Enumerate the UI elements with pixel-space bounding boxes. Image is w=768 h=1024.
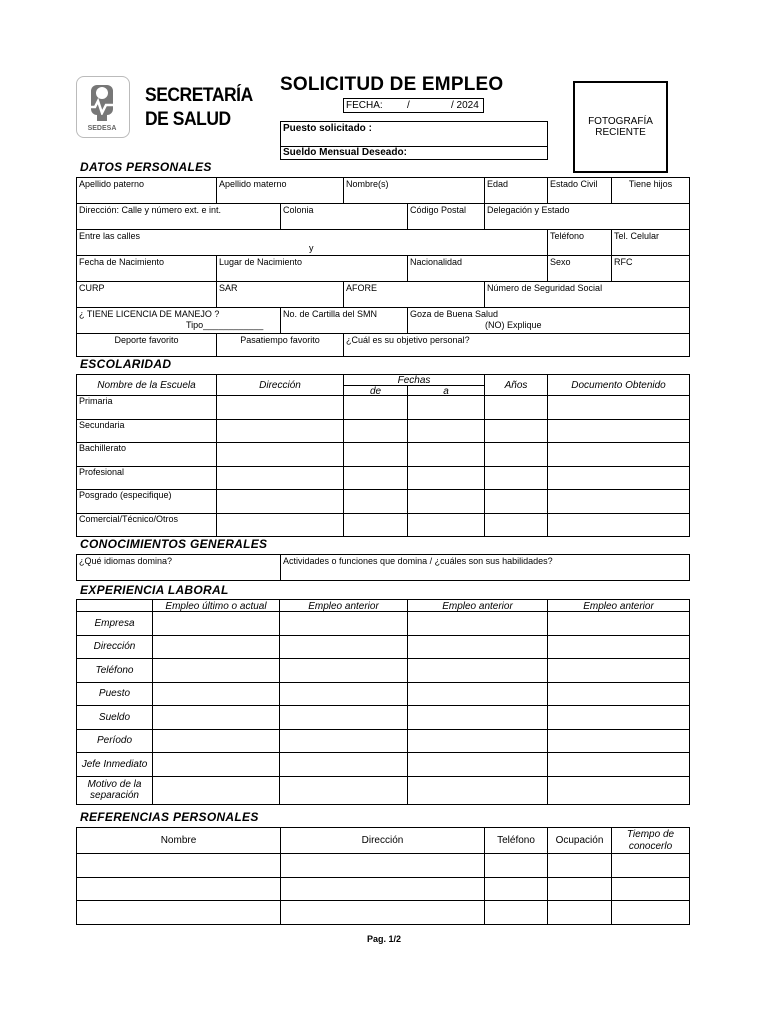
sueldo-field[interactable] [280,146,548,160]
escolaridad-cell[interactable] [547,489,690,514]
escolaridad-cell[interactable] [547,419,690,444]
escolaridad-cell[interactable] [484,513,548,538]
photo-label-line-2: RECIENTE [595,127,646,138]
field-codigo-postal[interactable]: Código Postal [407,203,485,230]
escolaridad-cell[interactable] [547,513,690,538]
header-empleo-anterior-2: Empleo anterior [407,599,548,612]
field-deporte-favorito[interactable]: Deporte favorito [76,333,217,357]
header-fecha-a: a [407,385,485,396]
escolaridad-table [76,374,690,537]
field-apellido-materno[interactable]: Apellido materno [216,177,344,204]
field-curp[interactable]: CURP [76,281,217,308]
referencias-table [76,827,690,925]
experiencia-cell[interactable] [547,611,690,636]
salud-explique: (NO) Explique [485,320,542,330]
section-title-conocimientos: CONOCIMIENTOS GENERALES [80,537,268,551]
escolaridad-row-label[interactable]: Bachillerato [76,442,217,467]
experiencia-cell[interactable] [152,776,280,805]
org-line-2: DE SALUD [145,109,231,130]
escolaridad-cell[interactable] [407,395,485,420]
experiencia-row-label: Sueldo [76,705,153,730]
header-anos: Años [484,374,548,396]
escolaridad-cell[interactable] [484,419,548,444]
experiencia-cell[interactable] [152,611,280,636]
experiencia-table [76,599,690,810]
header-fecha-de: de [343,385,408,396]
experiencia-cell[interactable] [279,682,408,707]
experiencia-cell[interactable] [407,705,548,730]
logo-text: SEDESA [87,125,117,132]
field-sexo[interactable]: Sexo [547,255,612,282]
escolaridad-cell[interactable] [407,513,485,538]
licencia-label: ¿ TIENE LICENCIA DE MANEJO ? [79,309,220,319]
experiencia-cell[interactable] [152,682,280,707]
form-title: SOLICITUD DE EMPLEO [280,74,504,95]
header-ref-tiempo: Tiempo de conocerlo [611,827,690,854]
entre-calles-y: y [309,243,314,253]
header-nombre-escuela: Nombre de la Escuela [76,374,217,396]
experiencia-cell[interactable] [547,682,690,707]
field-rfc[interactable]: RFC [611,255,690,282]
field-cartilla-smn[interactable]: No. de Cartilla del SMN [280,307,408,334]
experiencia-cell[interactable] [547,658,690,683]
field-buena-salud[interactable] [407,307,690,334]
field-actividades[interactable]: Actividades o funciones que domina / ¿cuáles son sus habilidades? [280,554,690,581]
section-title-datos: DATOS PERSONALES [80,160,212,174]
field-tel-celular[interactable]: Tel. Celular [611,229,690,256]
escolaridad-cell[interactable] [407,442,485,467]
header-ref-direccion: Dirección [280,827,485,854]
experiencia-cell[interactable] [547,635,690,660]
escolaridad-cell[interactable] [216,466,344,491]
sedesa-logo [76,76,130,138]
escolaridad-cell[interactable] [407,419,485,444]
puesto-label: Puesto solicitado : [283,123,372,134]
experiencia-cell[interactable] [279,658,408,683]
salud-label: Goza de Buena Salud [410,309,499,319]
photo-label-line-1: FOTOGRAFÍA [588,116,653,127]
referencia-cell[interactable] [76,900,281,925]
experiencia-row-label: Dirección [76,635,153,660]
field-direccion[interactable]: Dirección: Calle y número ext. e int. [76,203,281,230]
referencia-cell[interactable] [280,877,485,902]
escolaridad-cell[interactable] [216,513,344,538]
field-nacionalidad[interactable]: Nacionalidad [407,255,548,282]
sueldo-label: Sueldo Mensual Deseado: [283,147,407,158]
referencia-cell[interactable] [484,900,548,925]
field-delegacion[interactable]: Delegación y Estado [484,203,690,230]
referencia-cell[interactable] [280,900,485,925]
header-ref-nombre: Nombre [76,827,281,854]
experiencia-row-label: Motivo de la separación [76,776,153,805]
field-lugar-nacimiento[interactable]: Lugar de Nacimiento [216,255,408,282]
referencia-cell[interactable] [611,900,690,925]
header-fechas: Fechas [343,374,485,386]
experiencia-cell[interactable] [407,682,548,707]
experiencia-cell[interactable] [547,705,690,730]
experiencia-cell[interactable] [279,611,408,636]
field-licencia[interactable] [76,307,281,334]
experiencia-row-label: Puesto [76,682,153,707]
entre-calles-label: Entre las calles [79,231,141,241]
escolaridad-cell[interactable] [484,395,548,420]
referencia-cell[interactable] [484,853,548,878]
escolaridad-cell[interactable] [484,466,548,491]
experiencia-cell[interactable] [279,729,408,754]
field-nss[interactable]: Número de Seguridad Social [484,281,690,308]
escolaridad-cell[interactable] [547,395,690,420]
referencia-cell[interactable] [280,853,485,878]
medical-emblem-icon [77,77,128,136]
experiencia-cell[interactable] [547,729,690,754]
experiencia-cell[interactable] [152,658,280,683]
header-empleo-anterior-3: Empleo anterior [547,599,690,612]
experiencia-row-label: Jefe Inmediato [76,752,153,777]
experiencia-cell[interactable] [152,635,280,660]
field-telefono[interactable]: Teléfono [547,229,612,256]
experiencia-cell[interactable] [407,776,548,805]
escolaridad-row-label[interactable]: Primaria [76,395,217,420]
field-apellido-paterno[interactable]: Apellido paterno [76,177,217,204]
conocimientos-table [76,554,690,581]
header-direccion: Dirección [216,374,344,396]
escolaridad-cell[interactable] [547,466,690,491]
escolaridad-cell[interactable] [407,489,485,514]
escolaridad-cell[interactable] [484,489,548,514]
escolaridad-cell[interactable] [216,395,344,420]
field-objetivo-personal[interactable]: ¿Cuál es su objetivo personal? [343,333,690,357]
escolaridad-row-label[interactable]: Secundaria [76,419,217,444]
escolaridad-cell[interactable] [216,419,344,444]
field-fecha-nacimiento[interactable]: Fecha de Nacimiento [76,255,217,282]
datos-grid [76,177,690,357]
experiencia-cell[interactable] [407,658,548,683]
escolaridad-cell[interactable] [343,489,408,514]
field-tiene-hijos[interactable]: Tiene hijos [611,177,690,204]
experiencia-cell[interactable] [547,776,690,805]
fecha-separator-2: / 2024 [451,100,479,111]
experiencia-cell[interactable] [152,729,280,754]
experiencia-cell[interactable] [279,776,408,805]
page-number: Pag. 1/2 [366,934,402,944]
field-estado-civil[interactable]: Estado Civil [547,177,612,204]
escolaridad-cell[interactable] [343,419,408,444]
section-title-escolaridad: ESCOLARIDAD [80,357,172,371]
field-nombres[interactable]: Nombre(s) [343,177,485,204]
referencia-cell[interactable] [484,877,548,902]
escolaridad-row-label[interactable]: Posgrado (especifique) [76,489,217,514]
field-edad[interactable]: Edad [484,177,548,204]
header-ref-ocupacion: Ocupación [547,827,612,854]
escolaridad-row-label[interactable]: Profesional [76,466,217,491]
escolaridad-cell[interactable] [216,489,344,514]
experiencia-cell[interactable] [407,752,548,777]
header-empleo-anterior-1: Empleo anterior [279,599,408,612]
experiencia-cell[interactable] [152,752,280,777]
fecha-field[interactable] [343,98,484,113]
experiencia-cell[interactable] [407,611,548,636]
escolaridad-cell[interactable] [547,442,690,467]
fecha-separator-1: / [407,100,410,111]
section-title-referencias: REFERENCIAS PERSONALES [80,810,259,824]
experiencia-cell[interactable] [152,705,280,730]
org-line-1: SECRETARÍA [145,85,253,106]
experiencia-cell[interactable] [279,705,408,730]
field-idiomas[interactable]: ¿Qué idiomas domina? [76,554,281,581]
escolaridad-cell[interactable] [407,466,485,491]
referencia-cell[interactable] [76,877,281,902]
referencia-cell[interactable] [547,900,612,925]
fecha-label: FECHA: [346,100,383,111]
escolaridad-cell[interactable] [343,395,408,420]
field-pasatiempo-favorito[interactable]: Pasatiempo favorito [216,333,344,357]
experiencia-row-label: Teléfono [76,658,153,683]
field-colonia[interactable]: Colonia [280,203,408,230]
header-documento: Documento Obtenido [547,374,690,396]
licencia-tipo: Tipo____________ [186,320,264,330]
experiencia-row-label: Período [76,729,153,754]
experiencia-row-label: Empresa [76,611,153,636]
escolaridad-cell[interactable] [216,442,344,467]
referencia-cell[interactable] [611,853,690,878]
photo-box[interactable] [573,81,668,173]
experiencia-cell[interactable] [407,729,548,754]
field-sar[interactable]: SAR [216,281,344,308]
referencia-cell[interactable] [76,853,281,878]
section-title-experiencia: EXPERIENCIA LABORAL [80,583,229,597]
field-entre-calles[interactable] [76,229,548,256]
organization-name [145,84,253,132]
escolaridad-cell[interactable] [343,513,408,538]
experiencia-cell[interactable] [547,752,690,777]
field-afore[interactable]: AFORE [343,281,485,308]
experiencia-cell[interactable] [279,752,408,777]
header-ref-telefono: Teléfono [484,827,548,854]
header-empleo-actual: Empleo último o actual [152,599,280,612]
referencia-cell[interactable] [611,877,690,902]
escolaridad-cell[interactable] [343,466,408,491]
experiencia-cell[interactable] [407,635,548,660]
referencia-cell[interactable] [547,853,612,878]
escolaridad-cell[interactable] [484,442,548,467]
referencia-cell[interactable] [547,877,612,902]
puesto-field[interactable] [280,121,548,147]
escolaridad-row-label[interactable]: Comercial/Técnico/Otros [76,513,217,538]
experiencia-cell[interactable] [279,635,408,660]
escolaridad-cell[interactable] [343,442,408,467]
